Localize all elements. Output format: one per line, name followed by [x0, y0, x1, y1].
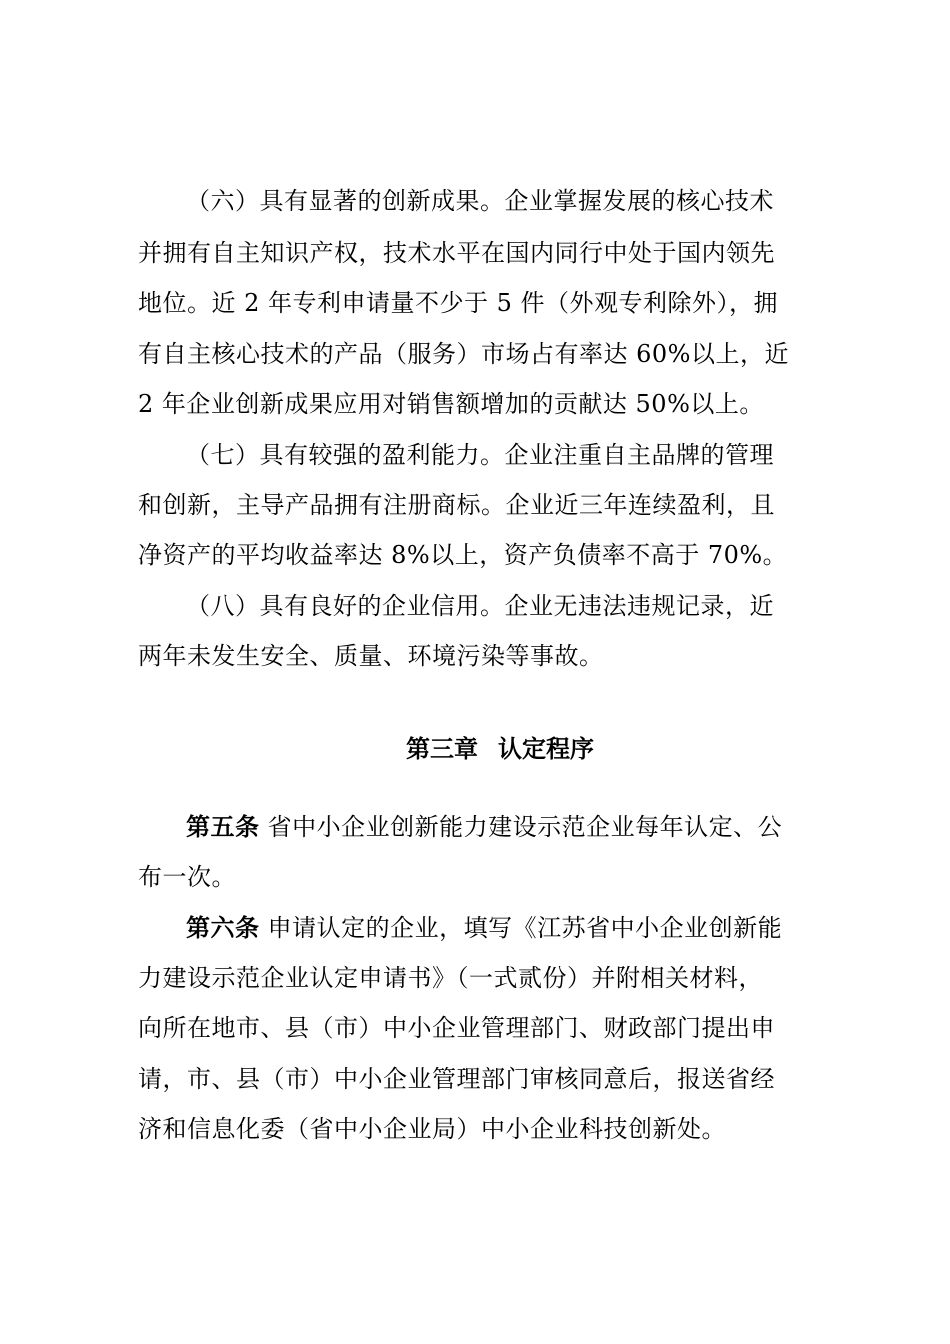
paragraph-6-line-2: 并拥有自主知识产权，技术水平在国内同行中处于国内领先: [138, 239, 775, 267]
paragraph-6-line-3: 地位。近 2 年专利申请量不少于 5 件（外观专利除外），拥: [138, 289, 779, 317]
paragraph-7-line-3: 净资产的平均收益率达 8%以上，资产负债率不高于 70%。: [138, 541, 788, 569]
article-6-label: 第六条: [186, 914, 260, 942]
chapter-heading: [0, 734, 950, 764]
paragraph-8-line-2: 两年未发生安全、质量、环境污染等事故。: [138, 642, 604, 670]
article-6-line-3: 向所在地市、县（市）中小企业管理部门、财政部门提出申: [138, 1014, 775, 1042]
article-6-text: 申请认定的企业，填写《江苏省中小企业创新能: [259, 914, 783, 942]
article-5-text: 省中小企业创新能力建设示范企业每年认定、公: [259, 813, 783, 841]
chapter-title: 认定程序: [498, 735, 594, 763]
article-6-line-2: 力建设示范企业认定申请书》（一式贰份）并附相关材料，: [138, 964, 763, 992]
article-5-line-2: 布一次。: [138, 863, 236, 891]
article-5-label: 第五条: [186, 813, 260, 841]
article-6-line-4: 请，市、县（市）中小企业管理部门审核同意后，报送省经: [138, 1065, 775, 1093]
paragraph-8-line-1: （八）具有良好的企业信用。企业无违法违规记录，近: [186, 592, 774, 620]
article-6-line-5: 济和信息化委（省中小企业局）中小企业科技创新处。: [138, 1115, 726, 1143]
article-5-line-1: [186, 812, 782, 842]
paragraph-6-line-4: 有自主核心技术的产品（服务）市场占有率达 60%以上，近: [138, 340, 789, 368]
article-6-line-1: [186, 913, 782, 943]
paragraph-6-line-1: （六）具有显著的创新成果。企业掌握发展的核心技术: [186, 187, 774, 215]
paragraph-6-line-5: 2 年企业创新成果应用对销售额增加的贡献达 50%以上。: [138, 390, 764, 418]
paragraph-7-line-1: （七）具有较强的盈利能力。企业注重自主品牌的管理: [186, 441, 774, 469]
chapter-number: 第三章: [406, 735, 478, 763]
paragraph-7-line-2: 和创新，主导产品拥有注册商标。企业近三年连续盈利，且: [138, 491, 775, 519]
